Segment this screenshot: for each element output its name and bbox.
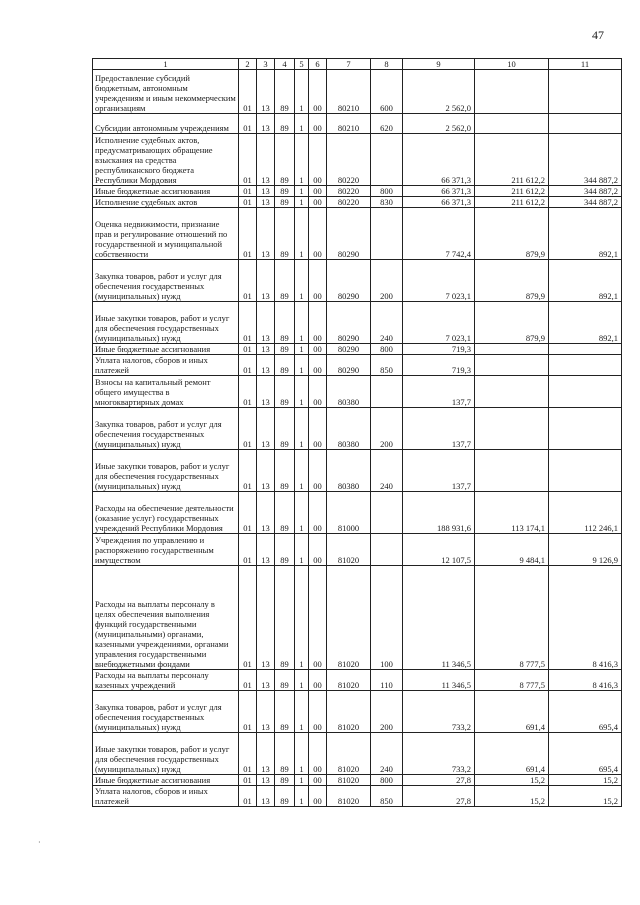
amount-year3-cell	[549, 450, 622, 492]
section-code-cell: 01	[239, 344, 257, 355]
column-header: 11	[549, 59, 622, 70]
section-code-cell: 01	[239, 492, 257, 534]
event-code-cell: 00	[309, 733, 327, 775]
row-name-cell: Субсидии автономным учреждениям	[93, 114, 239, 134]
section-code-cell: 01	[239, 408, 257, 450]
table-row	[93, 70, 622, 114]
program-code-cell: 89	[275, 355, 295, 376]
section-code-cell: 01	[239, 302, 257, 344]
amount-year3-cell: 892,1	[549, 208, 622, 260]
direction-code-cell: 80220	[327, 197, 371, 208]
subprogram-code-cell: 1	[295, 670, 309, 691]
direction-code-cell: 80380	[327, 408, 371, 450]
amount-year3-cell: 695,4	[549, 733, 622, 775]
column-header: 7	[327, 59, 371, 70]
subsection-code-cell: 13	[257, 670, 275, 691]
amount-year2-cell: 15,2	[475, 786, 549, 807]
amount-year3-cell: 892,1	[549, 302, 622, 344]
column-header: 9	[403, 59, 475, 70]
table-row	[93, 134, 622, 186]
expense-type-cell: 200	[371, 408, 403, 450]
subsection-code-cell: 13	[257, 566, 275, 670]
amount-year2-cell: 15,2	[475, 775, 549, 786]
direction-code-cell: 81020	[327, 566, 371, 670]
column-header: 10	[475, 59, 549, 70]
table-row	[93, 775, 622, 786]
event-code-cell: 00	[309, 492, 327, 534]
row-name-cell: Расходы на выплаты персоналу в целях обеспечения выполнения функций государственными (муниципальными) органами, казенными учреждениями, органами управления государственными внебюджетными фондами	[93, 566, 239, 670]
amount-year3-cell: 8 416,3	[549, 670, 622, 691]
expense-type-cell: 600	[371, 70, 403, 114]
event-code-cell: 00	[309, 670, 327, 691]
event-code-cell: 00	[309, 691, 327, 733]
amount-year3-cell	[549, 114, 622, 134]
expense-type-cell: 800	[371, 344, 403, 355]
section-code-cell: 01	[239, 197, 257, 208]
amount-year1-cell: 733,2	[403, 733, 475, 775]
event-code-cell: 00	[309, 260, 327, 302]
row-name-cell: Учреждения по управлению и распоряжению государственным имуществом	[93, 534, 239, 566]
expense-type-cell: 200	[371, 260, 403, 302]
direction-code-cell: 81020	[327, 786, 371, 807]
row-name-cell: Расходы на выплаты персоналу казенных учреждений	[93, 670, 239, 691]
expense-type-cell: 240	[371, 302, 403, 344]
amount-year2-cell	[475, 344, 549, 355]
subsection-code-cell: 13	[257, 376, 275, 408]
program-code-cell: 89	[275, 70, 295, 114]
subprogram-code-cell: 1	[295, 134, 309, 186]
subsection-code-cell: 13	[257, 450, 275, 492]
amount-year3-cell: 344 887,2	[549, 186, 622, 197]
header-row	[93, 59, 622, 70]
amount-year3-cell	[549, 376, 622, 408]
program-code-cell: 89	[275, 566, 295, 670]
amount-year2-cell	[475, 355, 549, 376]
amount-year1-cell: 27,8	[403, 775, 475, 786]
amount-year2-cell	[475, 450, 549, 492]
column-header: 6	[309, 59, 327, 70]
subprogram-code-cell: 1	[295, 786, 309, 807]
direction-code-cell: 80220	[327, 134, 371, 186]
amount-year1-cell: 7 742,4	[403, 208, 475, 260]
subsection-code-cell: 13	[257, 70, 275, 114]
subsection-code-cell: 13	[257, 355, 275, 376]
table-row	[93, 733, 622, 775]
direction-code-cell: 80380	[327, 376, 371, 408]
direction-code-cell: 81020	[327, 775, 371, 786]
amount-year2-cell: 8 777,5	[475, 670, 549, 691]
row-name-cell: Иные закупки товаров, работ и услуг для обеспечения государственных (муниципальных) нужд	[93, 302, 239, 344]
event-code-cell: 00	[309, 450, 327, 492]
section-code-cell: 01	[239, 186, 257, 197]
amount-year2-cell: 113 174,1	[475, 492, 549, 534]
direction-code-cell: 80210	[327, 70, 371, 114]
program-code-cell: 89	[275, 733, 295, 775]
event-code-cell: 00	[309, 186, 327, 197]
expense-type-cell: 800	[371, 186, 403, 197]
expense-type-cell: 110	[371, 670, 403, 691]
program-code-cell: 89	[275, 302, 295, 344]
table-row	[93, 114, 622, 134]
amount-year2-cell: 691,4	[475, 691, 549, 733]
column-header: 3	[257, 59, 275, 70]
amount-year1-cell: 11 346,5	[403, 566, 475, 670]
subsection-code-cell: 13	[257, 786, 275, 807]
subprogram-code-cell: 1	[295, 114, 309, 134]
expense-type-cell: 200	[371, 691, 403, 733]
amount-year3-cell: 112 246,1	[549, 492, 622, 534]
table-row	[93, 376, 622, 408]
scan-mark: ·	[38, 838, 41, 847]
program-code-cell: 89	[275, 260, 295, 302]
event-code-cell: 00	[309, 114, 327, 134]
program-code-cell: 89	[275, 534, 295, 566]
event-code-cell: 00	[309, 70, 327, 114]
program-code-cell: 89	[275, 344, 295, 355]
amount-year1-cell: 137,7	[403, 408, 475, 450]
amount-year3-cell: 344 887,2	[549, 134, 622, 186]
direction-code-cell: 80290	[327, 355, 371, 376]
column-header: 5	[295, 59, 309, 70]
event-code-cell: 00	[309, 376, 327, 408]
amount-year2-cell: 211 612,2	[475, 186, 549, 197]
table-row	[93, 344, 622, 355]
program-code-cell: 89	[275, 492, 295, 534]
event-code-cell: 00	[309, 302, 327, 344]
subsection-code-cell: 13	[257, 197, 275, 208]
amount-year1-cell: 137,7	[403, 376, 475, 408]
section-code-cell: 01	[239, 376, 257, 408]
amount-year3-cell	[549, 408, 622, 450]
subprogram-code-cell: 1	[295, 450, 309, 492]
section-code-cell: 01	[239, 670, 257, 691]
program-code-cell: 89	[275, 786, 295, 807]
table-row	[93, 566, 622, 670]
amount-year1-cell: 2 562,0	[403, 114, 475, 134]
program-code-cell: 89	[275, 134, 295, 186]
table-row	[93, 492, 622, 534]
expense-type-cell: 100	[371, 566, 403, 670]
amount-year2-cell: 211 612,2	[475, 197, 549, 208]
amount-year3-cell	[549, 70, 622, 114]
event-code-cell: 00	[309, 197, 327, 208]
amount-year1-cell: 137,7	[403, 450, 475, 492]
row-name-cell: Иные бюджетные ассигнования	[93, 186, 239, 197]
program-code-cell: 89	[275, 691, 295, 733]
expense-type-cell: 620	[371, 114, 403, 134]
column-header: 4	[275, 59, 295, 70]
amount-year3-cell: 344 887,2	[549, 197, 622, 208]
column-header: 2	[239, 59, 257, 70]
section-code-cell: 01	[239, 450, 257, 492]
row-name-cell: Закупка товаров, работ и услуг для обеспечения государственных (муниципальных) нужд	[93, 408, 239, 450]
row-name-cell: Закупка товаров, работ и услуг для обеспечения государственных (муниципальных) нужд	[93, 691, 239, 733]
subprogram-code-cell: 1	[295, 376, 309, 408]
subsection-code-cell: 13	[257, 534, 275, 566]
subprogram-code-cell: 1	[295, 302, 309, 344]
program-code-cell: 89	[275, 408, 295, 450]
event-code-cell: 00	[309, 208, 327, 260]
amount-year1-cell: 2 562,0	[403, 70, 475, 114]
amount-year3-cell	[549, 355, 622, 376]
subprogram-code-cell: 1	[295, 534, 309, 566]
amount-year2-cell	[475, 408, 549, 450]
row-name-cell: Иные бюджетные ассигнования	[93, 344, 239, 355]
subprogram-code-cell: 1	[295, 566, 309, 670]
table-row	[93, 534, 622, 566]
amount-year1-cell: 7 023,1	[403, 260, 475, 302]
section-code-cell: 01	[239, 208, 257, 260]
amount-year3-cell	[549, 344, 622, 355]
subprogram-code-cell: 1	[295, 70, 309, 114]
direction-code-cell: 81020	[327, 733, 371, 775]
expense-type-cell	[371, 376, 403, 408]
page-number: 47	[592, 28, 604, 42]
section-code-cell: 01	[239, 691, 257, 733]
subprogram-code-cell: 1	[295, 733, 309, 775]
subsection-code-cell: 13	[257, 302, 275, 344]
amount-year2-cell	[475, 114, 549, 134]
amount-year2-cell: 691,4	[475, 733, 549, 775]
subsection-code-cell: 13	[257, 492, 275, 534]
row-name-cell: Уплата налогов, сборов и иных платежей	[93, 355, 239, 376]
amount-year1-cell: 719,3	[403, 355, 475, 376]
amount-year2-cell: 879,9	[475, 302, 549, 344]
amount-year2-cell: 9 484,1	[475, 534, 549, 566]
section-code-cell: 01	[239, 733, 257, 775]
row-name-cell: Иные бюджетные ассигнования	[93, 775, 239, 786]
amount-year3-cell: 9 126,9	[549, 534, 622, 566]
subsection-code-cell: 13	[257, 408, 275, 450]
program-code-cell: 89	[275, 114, 295, 134]
direction-code-cell: 81020	[327, 534, 371, 566]
amount-year3-cell: 15,2	[549, 775, 622, 786]
section-code-cell: 01	[239, 260, 257, 302]
row-name-cell: Взносы на капитальный ремонт общего имущества в многоквартирных домах	[93, 376, 239, 408]
subprogram-code-cell: 1	[295, 208, 309, 260]
direction-code-cell: 80220	[327, 186, 371, 197]
direction-code-cell: 80380	[327, 450, 371, 492]
subprogram-code-cell: 1	[295, 260, 309, 302]
row-name-cell: Расходы на обеспечение деятельности (оказание услуг) государственных учреждений Республики Мордовия	[93, 492, 239, 534]
direction-code-cell: 80290	[327, 260, 371, 302]
section-code-cell: 01	[239, 114, 257, 134]
table-row	[93, 408, 622, 450]
row-name-cell: Закупка товаров, работ и услуг для обеспечения государственных (муниципальных) нужд	[93, 260, 239, 302]
section-code-cell: 01	[239, 355, 257, 376]
table-row	[93, 260, 622, 302]
section-code-cell: 01	[239, 534, 257, 566]
row-name-cell: Иные закупки товаров, работ и услуг для обеспечения государственных (муниципальных) нужд	[93, 450, 239, 492]
expense-type-cell: 830	[371, 197, 403, 208]
direction-code-cell: 80210	[327, 114, 371, 134]
amount-year1-cell: 719,3	[403, 344, 475, 355]
expense-type-cell	[371, 208, 403, 260]
row-name-cell: Иные закупки товаров, работ и услуг для обеспечения государственных (муниципальных) нужд	[93, 733, 239, 775]
program-code-cell: 89	[275, 450, 295, 492]
section-code-cell: 01	[239, 786, 257, 807]
amount-year1-cell: 7 023,1	[403, 302, 475, 344]
row-name-cell: Уплата налогов, сборов и иных платежей	[93, 786, 239, 807]
amount-year1-cell: 27,8	[403, 786, 475, 807]
subprogram-code-cell: 1	[295, 691, 309, 733]
program-code-cell: 89	[275, 376, 295, 408]
subsection-code-cell: 13	[257, 691, 275, 733]
subsection-code-cell: 13	[257, 186, 275, 197]
event-code-cell: 00	[309, 775, 327, 786]
event-code-cell: 00	[309, 408, 327, 450]
amount-year3-cell: 695,4	[549, 691, 622, 733]
subprogram-code-cell: 1	[295, 197, 309, 208]
table-row	[93, 186, 622, 197]
amount-year2-cell	[475, 376, 549, 408]
subsection-code-cell: 13	[257, 134, 275, 186]
amount-year2-cell: 879,9	[475, 208, 549, 260]
amount-year1-cell: 66 371,3	[403, 197, 475, 208]
table-row	[93, 355, 622, 376]
expense-type-cell: 240	[371, 733, 403, 775]
subsection-code-cell: 13	[257, 775, 275, 786]
direction-code-cell: 81020	[327, 670, 371, 691]
subsection-code-cell: 13	[257, 344, 275, 355]
amount-year1-cell: 188 931,6	[403, 492, 475, 534]
amount-year1-cell: 12 107,5	[403, 534, 475, 566]
amount-year2-cell	[475, 70, 549, 114]
direction-code-cell: 80290	[327, 344, 371, 355]
expense-type-cell	[371, 534, 403, 566]
event-code-cell: 00	[309, 134, 327, 186]
program-code-cell: 89	[275, 670, 295, 691]
event-code-cell: 00	[309, 786, 327, 807]
amount-year2-cell: 8 777,5	[475, 566, 549, 670]
subsection-code-cell: 13	[257, 733, 275, 775]
table-row	[93, 786, 622, 807]
table-row	[93, 302, 622, 344]
event-code-cell: 00	[309, 355, 327, 376]
subprogram-code-cell: 1	[295, 492, 309, 534]
expense-type-cell	[371, 492, 403, 534]
direction-code-cell: 81020	[327, 691, 371, 733]
expense-type-cell: 800	[371, 775, 403, 786]
amount-year2-cell: 211 612,2	[475, 134, 549, 186]
subsection-code-cell: 13	[257, 208, 275, 260]
subprogram-code-cell: 1	[295, 355, 309, 376]
expense-type-cell: 850	[371, 786, 403, 807]
direction-code-cell: 80290	[327, 208, 371, 260]
table-row	[93, 670, 622, 691]
amount-year1-cell: 66 371,3	[403, 134, 475, 186]
amount-year1-cell: 11 346,5	[403, 670, 475, 691]
program-code-cell: 89	[275, 186, 295, 197]
section-code-cell: 01	[239, 566, 257, 670]
expense-type-cell: 850	[371, 355, 403, 376]
amount-year1-cell: 733,2	[403, 691, 475, 733]
subsection-code-cell: 13	[257, 114, 275, 134]
event-code-cell: 00	[309, 534, 327, 566]
subprogram-code-cell: 1	[295, 775, 309, 786]
subprogram-code-cell: 1	[295, 186, 309, 197]
amount-year1-cell: 66 371,3	[403, 186, 475, 197]
column-header: 8	[371, 59, 403, 70]
table-row	[93, 450, 622, 492]
section-code-cell: 01	[239, 70, 257, 114]
amount-year3-cell: 892,1	[549, 260, 622, 302]
program-code-cell: 89	[275, 775, 295, 786]
direction-code-cell: 80290	[327, 302, 371, 344]
budget-table	[92, 58, 622, 807]
amount-year3-cell: 8 416,3	[549, 566, 622, 670]
amount-year3-cell: 15,2	[549, 786, 622, 807]
row-name-cell: Исполнение судебных актов	[93, 197, 239, 208]
subprogram-code-cell: 1	[295, 344, 309, 355]
section-code-cell: 01	[239, 134, 257, 186]
expense-type-cell	[371, 134, 403, 186]
table-row	[93, 208, 622, 260]
expense-type-cell: 240	[371, 450, 403, 492]
column-header: 1	[93, 59, 239, 70]
event-code-cell: 00	[309, 344, 327, 355]
subsection-code-cell: 13	[257, 260, 275, 302]
program-code-cell: 89	[275, 208, 295, 260]
row-name-cell: Исполнение судебных актов, предусматривающих обращение взыскания на средства республиканского бюджета Республики Мордовия	[93, 134, 239, 186]
event-code-cell: 00	[309, 566, 327, 670]
amount-year2-cell: 879,9	[475, 260, 549, 302]
table-row	[93, 691, 622, 733]
direction-code-cell: 81000	[327, 492, 371, 534]
program-code-cell: 89	[275, 197, 295, 208]
subprogram-code-cell: 1	[295, 408, 309, 450]
table-row	[93, 197, 622, 208]
row-name-cell: Оценка недвижимости, признание прав и регулирование отношений по государственной и муниципальной собственности	[93, 208, 239, 260]
table-body	[93, 70, 622, 807]
section-code-cell: 01	[239, 775, 257, 786]
row-name-cell: Предоставление субсидий бюджетным, автономным учреждениям и иным некоммерческим организациям	[93, 70, 239, 114]
